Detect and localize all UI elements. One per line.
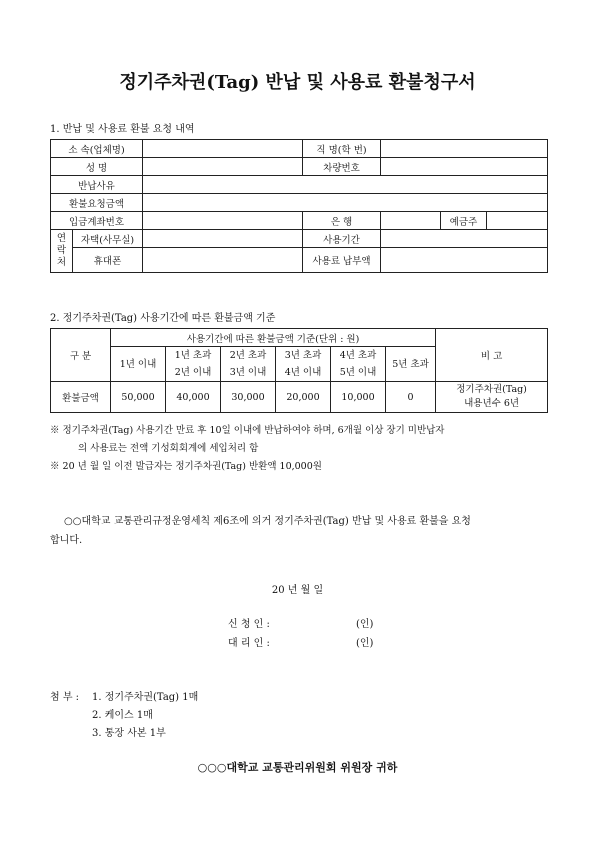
amount-6: 0 [386,382,436,413]
period-1 [111,347,166,382]
name-label: 성 명 [51,158,143,176]
note-1-continued: 의 사용료는 전액 기성회회계에 세입처리 함 [78,443,259,454]
period-3-line-2: 3년 이내 [229,367,267,378]
amount-5: 10,000 [331,382,386,413]
usage-period-label: 사용기간 [303,230,381,248]
car-number-field[interactable] [381,158,548,176]
contact-char-1: 연 [56,233,67,244]
period-3-line-1: 2년 초과 [229,350,267,361]
period-3 [221,347,276,382]
refund-amount-label: 환불요청금액 [51,194,143,212]
period-4-line-1: 3년 초과 [284,350,322,361]
bank-label: 은 행 [303,212,381,230]
section1-heading: 1. 반납 및 사용료 환불 요청 내역 [50,124,195,135]
return-reason-label: 반납사유 [51,176,143,194]
amount-2: 40,000 [166,382,221,413]
remarks-line-2: 내용년수 6년 [464,398,520,409]
remarks-cell [436,382,548,413]
agent-seal: (인) [356,638,374,649]
amount-1: 50,000 [111,382,166,413]
refund-amount-row-label: 환불금액 [51,382,111,413]
depositor-label: 예금주 [441,212,487,230]
home-office-field[interactable] [143,230,303,248]
request-text-line-1: ○○대학교 교통관리규정운영세칙 제6조에 의거 정기주차권(Tag) 반납 및 사용료 환불을 요청 [64,516,471,527]
position-label: 직 명(학 번) [303,140,381,158]
mobile-field[interactable] [143,248,303,273]
amount-3: 30,000 [221,382,276,413]
affiliation-label: 소 속(업체명) [51,140,143,158]
car-number-label: 차량번호 [303,158,381,176]
bank-field[interactable] [381,212,441,230]
home-office-label: 자택(사무실) [73,230,143,248]
name-field[interactable] [143,158,303,176]
period-1-line-1: 1년 이내 [119,358,157,370]
position-field[interactable] [381,140,548,158]
criteria-header: 사용기간에 따른 환불금액 기준(단위 : 원) [111,329,436,347]
period-4-line-2: 4년 이내 [284,367,322,378]
remarks-line-1: 정기주차권(Tag) [456,384,527,395]
mobile-label: 휴대폰 [73,248,143,273]
remarks-header: 비 고 [436,329,548,382]
period-2-line-2: 2년 이내 [174,367,212,378]
return-reason-field[interactable] [143,176,548,194]
account-number-label: 입금계좌번호 [51,212,143,230]
applicant-seal: (인) [356,619,374,630]
period-5-line-1: 4년 초과 [339,350,377,361]
contact-label [51,230,73,273]
period-5 [331,347,386,382]
attachment-3: 3. 통장 사본 1부 [92,728,166,739]
attachments-label: 첨 부 : [50,692,80,703]
account-number-field[interactable] [143,212,303,230]
paid-fee-label: 사용료 납부액 [303,248,381,273]
refund-request-table [50,139,548,273]
document-title: 정기주차권(Tag) 반납 및 사용료 환불청구서 [119,72,476,93]
period-6-line-1: 5년 초과 [392,358,429,370]
category-header: 구 분 [51,329,111,382]
applicant-label: 신 청 인 : [228,619,270,630]
note-1: ※ 정기주차권(Tag) 사용기간 만료 후 10일 이내에 반납하여야 하며, 6개월 이상 장기 미반납자 [50,425,445,436]
section2-heading: 2. 정기주차권(Tag) 사용기간에 따른 환불금액 기준 [50,313,276,324]
period-2 [166,347,221,382]
attachment-1: 1. 정기주차권(Tag) 1매 [92,692,199,703]
period-5-line-2: 5년 이내 [339,367,377,378]
agent-label: 대 리 인 : [228,638,270,649]
paid-fee-field[interactable] [381,248,548,273]
refund-criteria-table [50,328,548,413]
refund-amount-field[interactable] [143,194,548,212]
usage-period-field[interactable] [381,230,548,248]
amount-4: 20,000 [276,382,331,413]
affiliation-field[interactable] [143,140,303,158]
period-2-line-1: 1년 초과 [174,350,212,361]
period-4 [276,347,331,382]
contact-char-3: 처 [56,257,67,268]
contact-char-2: 락 [56,245,67,256]
addressee: ○○○대학교 교통관리위원회 위원장 귀하 [197,761,398,774]
note-2: ※ 20 년 월 일 이전 발급자는 정기주차권(Tag) 반환액 10,000원 [50,461,322,472]
attachment-2: 2. 케이스 1매 [92,710,153,721]
request-text-line-2: 합니다. [50,535,83,546]
date-line: 20 년 월 일 [271,585,324,596]
depositor-field[interactable] [487,212,548,230]
period-6 [386,347,436,382]
